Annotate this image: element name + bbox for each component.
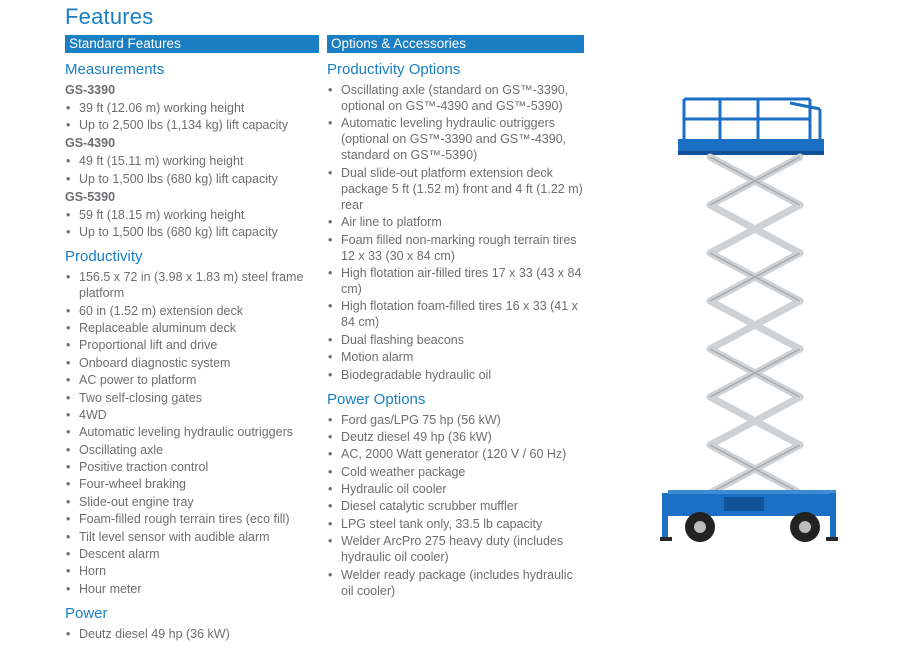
list-item: • 59 ft (18.15 m) working height <box>65 207 319 223</box>
standard-features-bar: Standard Features <box>65 35 319 53</box>
list-item: • 60 in (1.52 m) extension deck <box>65 303 319 319</box>
options-accessories-bar: Options & Accessories <box>327 35 584 53</box>
list-item: • Up to 2,500 lbs (1,134 kg) lift capacity <box>65 117 319 133</box>
list-item: • 156.5 x 72 in (3.98 x 1.83 m) steel frame platform <box>65 269 319 301</box>
gs3390-list <box>65 100 319 133</box>
list-item: • Welder ArcPro 275 heavy duty (includes hydraulic oil cooler) <box>327 533 584 565</box>
list-item: • AC power to platform <box>65 372 319 388</box>
list-item: • Ford gas/LPG 75 hp (56 kW) <box>327 412 584 428</box>
list-item: • Descent alarm <box>65 546 319 562</box>
list-item: • Onboard diagnostic system <box>65 355 319 371</box>
list-item: • Positive traction control <box>65 459 319 475</box>
wheel <box>790 512 820 542</box>
list-item: • Welder ready package (includes hydraulic oil cooler) <box>327 567 584 599</box>
measurements-heading: Measurements <box>65 61 165 78</box>
list-item: • Proportional lift and drive <box>65 337 319 353</box>
gs5390-list <box>65 207 319 240</box>
list-item: • 49 ft (15.11 m) working height <box>65 153 319 169</box>
list-item: • Motion alarm <box>327 349 584 365</box>
list-item: • Two self-closing gates <box>65 390 319 406</box>
list-item: • Slide-out engine tray <box>65 494 319 510</box>
outrigger <box>662 493 668 539</box>
list-item: • 39 ft (12.06 m) working height <box>65 100 319 116</box>
gs4390-list <box>65 153 319 186</box>
list-item: • Replaceable aluminum deck <box>65 320 319 336</box>
power-list <box>65 626 319 642</box>
list-item: • Automatic leveling hydraulic outriggers (optional on GS™-3390 and GS™-4390, standard on GS™-5390) <box>327 115 584 163</box>
productivity-options-list <box>327 82 584 383</box>
list-item: • Deutz diesel 49 hp (36 kW) <box>65 626 319 642</box>
list-item: • Oscillating axle (standard on GS™-3390, optional on GS™-4390 and GS™-5390) <box>327 82 584 114</box>
model-heading-gs5390: GS-5390 <box>65 189 116 204</box>
list-item: • Oscillating axle <box>65 442 319 458</box>
wheel <box>685 512 715 542</box>
list-item: • Hour meter <box>65 581 319 597</box>
outrigger <box>830 493 836 539</box>
options-accessories-column <box>327 35 584 600</box>
scissor-lift-image <box>660 95 840 550</box>
model-heading-gs3390: GS-3390 <box>65 83 116 97</box>
list-item: • Tilt level sensor with audible alarm <box>65 529 319 545</box>
list-item: • Biodegradable hydraulic oil <box>327 367 584 383</box>
power-options-list <box>327 412 584 599</box>
list-item: • 4WD <box>65 407 319 423</box>
list-item: • High flotation air-filled tires 17 x 33 (43 x 84 cm) <box>327 265 584 297</box>
platform-deck <box>678 139 824 153</box>
page-title: Features <box>65 4 154 29</box>
productivity-heading: Productivity <box>65 248 143 266</box>
list-item: • Diesel catalytic scrubber muffler <box>327 498 584 514</box>
productivity-list <box>65 269 319 597</box>
list-item: • Deutz diesel 49 hp (36 kW) <box>327 429 584 445</box>
productivity-options-heading: Productivity Options <box>327 61 461 78</box>
model-heading-gs4390: GS-4390 <box>65 136 116 151</box>
list-item: • Hydraulic oil cooler <box>327 481 584 497</box>
list-item: • Up to 1,500 lbs (680 kg) lift capacity <box>65 171 319 187</box>
list-item: • Four-wheel braking <box>65 476 319 492</box>
list-item: • Horn <box>65 563 319 579</box>
list-item: • Automatic leveling hydraulic outriggers <box>65 424 319 440</box>
power-options-heading: Power Options <box>327 390 426 408</box>
list-item: • Foam-filled rough terrain tires (eco fill) <box>65 511 319 527</box>
list-item: • Up to 1,500 lbs (680 kg) lift capacity <box>65 224 319 240</box>
list-item: • Foam filled non-marking rough terrain tires 12 x 33 (30 x 84 cm) <box>327 232 584 264</box>
list-item: • Air line to platform <box>327 214 584 230</box>
standard-features-column <box>65 35 319 643</box>
power-heading: Power <box>65 604 108 622</box>
list-item: • Cold weather package <box>327 464 584 480</box>
guard-rail <box>684 99 820 143</box>
list-item: • AC, 2000 Watt generator (120 V / 60 Hz) <box>327 446 584 462</box>
list-item: • LPG steel tank only, 33.5 lb capacity <box>327 516 584 532</box>
list-item: • High flotation foam-filled tires 16 x 33 (41 x 84 cm) <box>327 298 584 330</box>
list-item: • Dual slide-out platform extension deck package 5 ft (1.52 m) front and 4 ft (1.22 m) rear <box>327 165 584 213</box>
scissor-stack <box>710 157 800 493</box>
list-item: • Dual flashing beacons <box>327 332 584 348</box>
scissor-lift-illustration <box>660 95 840 550</box>
